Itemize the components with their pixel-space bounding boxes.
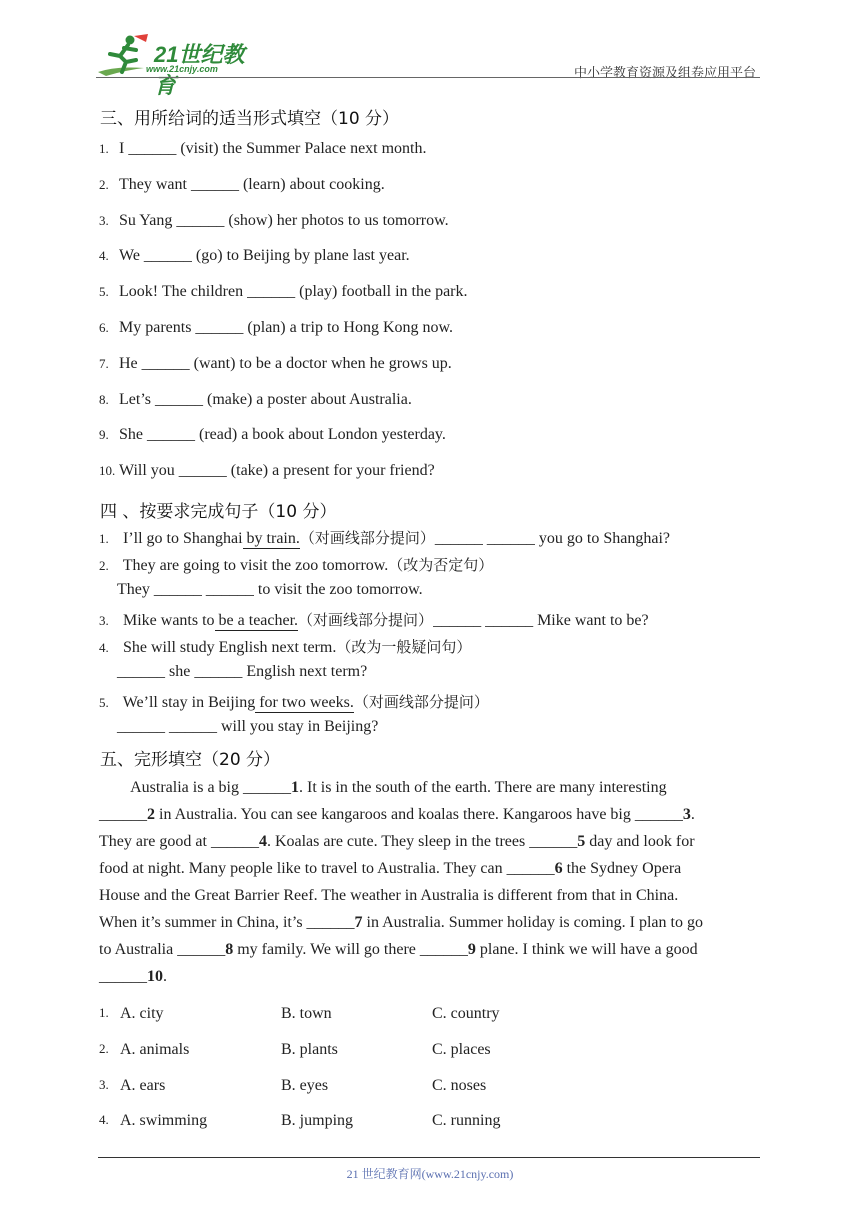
option-number: 1. bbox=[99, 1005, 109, 1020]
q-number: 5. bbox=[99, 695, 109, 710]
passage-line bbox=[99, 887, 761, 905]
q-number: 2. bbox=[99, 558, 109, 573]
passage-text: food at night. Many people like to travel to Australia. They can ______ bbox=[99, 860, 555, 877]
section3-title: 三、用所给词的适当形式填空（10 分） bbox=[100, 109, 400, 129]
instruction: （对画线部分提问） bbox=[353, 693, 489, 711]
item-number: 1. bbox=[99, 141, 109, 156]
item-number: 7. bbox=[99, 355, 109, 371]
fill-blank-item bbox=[99, 391, 412, 409]
passage-line bbox=[99, 833, 761, 851]
q-number: 1. bbox=[99, 531, 109, 546]
option-b: B. eyes bbox=[281, 1076, 329, 1094]
option-c: C. noses bbox=[432, 1076, 487, 1094]
passage-text: When it’s summer in China, it’s ______ bbox=[99, 914, 355, 931]
section4-q2 bbox=[99, 554, 493, 575]
option-a: A. city bbox=[120, 1005, 164, 1022]
blank-number: 2 bbox=[147, 806, 155, 823]
item-number: 3. bbox=[99, 212, 109, 228]
item-text: Look! The children ______ (play) football in the park. bbox=[119, 283, 468, 301]
item-number: 9. bbox=[99, 427, 109, 443]
passage-line bbox=[99, 941, 761, 959]
blank-number: 9 bbox=[467, 941, 476, 958]
item-text: They want ______ (learn) about cooking. bbox=[119, 175, 385, 193]
blank-number: 6 bbox=[554, 860, 563, 877]
logo bbox=[96, 32, 266, 98]
option-number: 2. bbox=[99, 1040, 109, 1056]
logo-url: www.21cnjy.com bbox=[146, 64, 218, 74]
passage-text: in Australia. Summer holiday is coming. I plan to go bbox=[362, 914, 703, 931]
blank-number: 5 bbox=[577, 833, 586, 850]
logo-text: 21世纪教育 bbox=[154, 42, 245, 98]
passage-text: my family. We will go there ______ bbox=[233, 941, 468, 958]
passage-text: ______ bbox=[99, 968, 147, 985]
blank-number: 1 bbox=[290, 779, 299, 796]
item-number: 2. bbox=[99, 176, 109, 192]
blank-number: 3 bbox=[682, 806, 691, 823]
fill-blank-item bbox=[99, 176, 385, 194]
option-b: B. jumping bbox=[281, 1112, 354, 1130]
q-number: 4. bbox=[99, 640, 109, 655]
passage-line bbox=[99, 914, 761, 932]
option-a: A. swimming bbox=[120, 1112, 208, 1130]
fill-blank-item bbox=[99, 140, 427, 158]
item-text: I ______ (visit) the Summer Palace next month. bbox=[119, 140, 427, 157]
section4-q4-answer: ______ she ______ English next term? bbox=[117, 663, 368, 680]
passage-text: in Australia. You can see kangaroos and koalas there. Kangaroos have big ______ bbox=[155, 806, 683, 823]
section4-title: 四 、按要求完成句子（10 分） bbox=[100, 502, 337, 522]
instruction: （改为一般疑问句） bbox=[336, 638, 472, 656]
instruction: （对画线部分提问） bbox=[298, 611, 434, 629]
fill-blank-item bbox=[99, 355, 452, 373]
item-number: 5. bbox=[99, 284, 109, 300]
q-text: We’ll stay in Beijing bbox=[122, 694, 256, 711]
blank-number: 8 bbox=[225, 941, 234, 958]
option-number: 3. bbox=[99, 1076, 109, 1092]
option-b: B. plants bbox=[281, 1040, 338, 1058]
instruction: （改为否定句） bbox=[388, 556, 494, 574]
blank-number: 4 bbox=[258, 833, 267, 850]
passage-line bbox=[99, 779, 761, 797]
underlined-text: be a teacher. bbox=[214, 612, 299, 629]
blank-number: 7 bbox=[354, 914, 363, 931]
item-text: He ______ (want) to be a doctor when he grows up. bbox=[119, 354, 452, 372]
q-text: She will study English next term. bbox=[123, 639, 337, 656]
passage-text: . Koalas are cute. They sleep in the trees ______ bbox=[266, 833, 578, 850]
option-c: C. country bbox=[432, 1005, 500, 1022]
item-number: 6. bbox=[99, 320, 109, 335]
option-a: A. animals bbox=[120, 1040, 190, 1058]
passage-text: . It is in the south of the earth. There are many interesting bbox=[298, 779, 667, 796]
header-tagline: 中小学教育资源及组卷应用平台 bbox=[573, 65, 756, 80]
passage-line bbox=[99, 860, 761, 878]
footer-divider bbox=[98, 1157, 760, 1158]
passage-text: They are good at ______ bbox=[99, 833, 259, 850]
underlined-text: by train. bbox=[242, 530, 300, 547]
option-b: B. town bbox=[281, 1005, 332, 1022]
item-text: Su Yang ______ (show) her photos to us tomorrow. bbox=[119, 211, 449, 229]
q-text: I’ll go to Shanghai bbox=[123, 530, 243, 547]
item-number: 4. bbox=[99, 248, 109, 264]
passage-text: . bbox=[163, 968, 167, 985]
fill-blank-item bbox=[99, 283, 468, 301]
passage-text: day and look for bbox=[585, 833, 695, 850]
section4-q3 bbox=[99, 609, 649, 630]
item-text: We ______ (go) to Beijing by plane last year. bbox=[119, 247, 410, 265]
item-number: 10. bbox=[99, 463, 116, 479]
footer-text: 21 世纪教育网(www.21cnjy.com) bbox=[346, 1167, 514, 1181]
option-c: C. running bbox=[432, 1112, 501, 1130]
fill-blank-item bbox=[99, 247, 410, 265]
section4-q5 bbox=[99, 691, 489, 712]
instruction: （对画线部分提问） bbox=[299, 529, 435, 547]
fill-blank-item bbox=[99, 319, 453, 337]
blank-number: 10 bbox=[147, 968, 163, 985]
item-text: My parents ______ (plan) a trip to Hong Kong now. bbox=[119, 319, 454, 336]
passage-text: Australia is a big ______ bbox=[99, 779, 291, 796]
section5-title: 五、完形填空（20 分） bbox=[100, 750, 281, 770]
passage-text: . bbox=[690, 806, 695, 823]
fill-blank-item bbox=[99, 462, 435, 480]
q-answer: ______ ______ you go to Shanghai? bbox=[434, 530, 670, 547]
passage-line bbox=[99, 806, 761, 824]
option-c: C. places bbox=[432, 1040, 491, 1058]
passage-text: ______ bbox=[99, 806, 147, 823]
passage-text: to Australia ______ bbox=[99, 941, 226, 958]
item-text: She ______ (read) a book about London yesterday. bbox=[119, 426, 446, 444]
passage-text: plane. I think we will have a good bbox=[475, 941, 698, 958]
option-a: A. ears bbox=[120, 1076, 166, 1094]
header-divider bbox=[96, 77, 760, 78]
passage-line bbox=[99, 968, 761, 986]
passage-text: the Sydney Opera bbox=[562, 860, 682, 877]
item-text: Let’s ______ (make) a poster about Australia. bbox=[119, 390, 412, 408]
q-text: They are going to visit the zoo tomorrow. bbox=[122, 557, 389, 574]
page-header bbox=[96, 32, 760, 98]
section4-q4 bbox=[99, 636, 471, 657]
item-text: Will you ______ (take) a present for your friend? bbox=[119, 462, 435, 480]
q-number: 3. bbox=[99, 613, 109, 628]
section4-q5-answer: ______ ______ will you stay in Beijing? bbox=[117, 718, 379, 735]
q-answer: ______ ______ Mike want to be? bbox=[433, 612, 649, 629]
item-number: 8. bbox=[99, 391, 109, 407]
option-number: 4. bbox=[99, 1112, 109, 1128]
section4-q2-answer: They ______ ______ to visit the zoo tomorrow. bbox=[117, 581, 423, 598]
fill-blank-item bbox=[99, 426, 446, 444]
q-text: Mike wants to bbox=[123, 612, 215, 629]
underlined-text: for two weeks. bbox=[255, 694, 354, 711]
passage-text: House and the Great Barrier Reef. The weather in Australia is different from that in China. bbox=[99, 887, 679, 904]
section4-q1 bbox=[99, 527, 670, 548]
fill-blank-item bbox=[99, 212, 449, 230]
